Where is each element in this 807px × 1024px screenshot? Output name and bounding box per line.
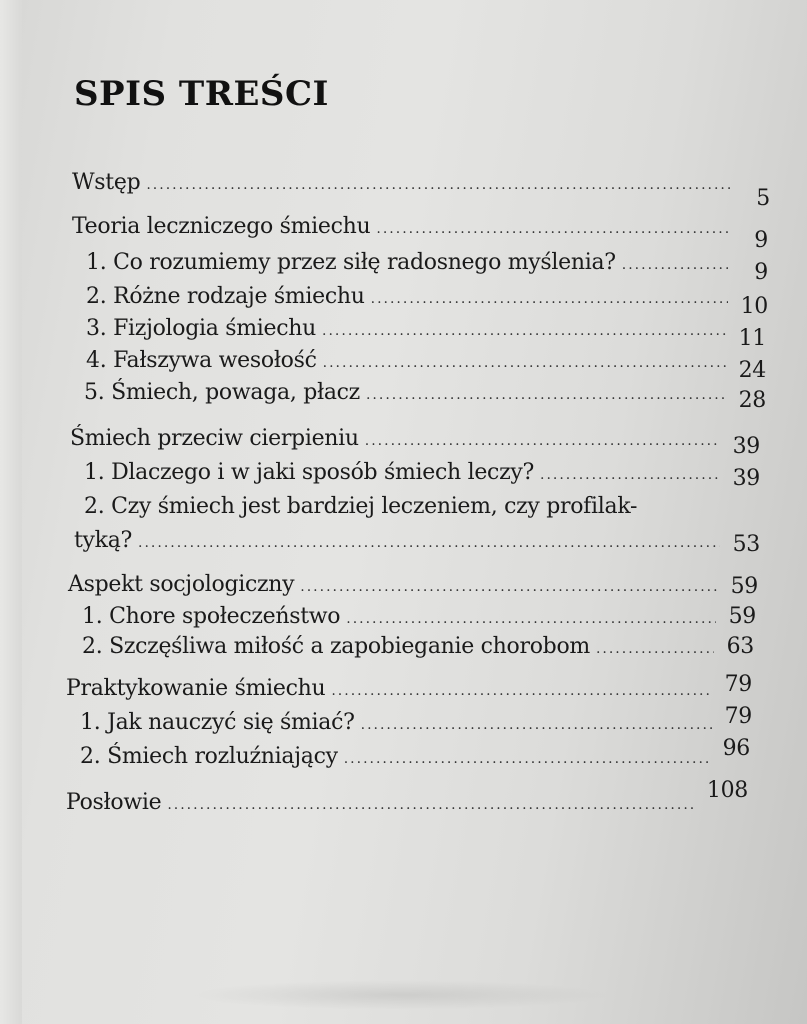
- toc-entry-page: 79: [724, 672, 752, 697]
- toc-dot-leader: [323, 355, 726, 371]
- toc-entry-page: 53: [732, 532, 760, 557]
- toc-entry-label: Aspekt socjologiczny: [68, 572, 295, 597]
- toc-subentry: [86, 316, 766, 351]
- toc-dot-leader: [376, 221, 728, 237]
- toc-dot-leader: [344, 751, 710, 767]
- toc-entry-wstep: [72, 170, 770, 211]
- toc-dot-leader: [346, 611, 716, 627]
- toc-dot-leader: [622, 257, 728, 273]
- toc-entry-label: 1. Chore społeczeństwo: [82, 604, 341, 629]
- toc-entry-label: 2. Różne rodzaje śmiechu: [86, 284, 365, 309]
- toc-entry-label: Teoria leczniczego śmiechu: [72, 214, 371, 239]
- toc-entry-page: 39: [732, 434, 760, 459]
- toc-subentry: [84, 380, 766, 413]
- show-through-smudge: [190, 980, 610, 1010]
- toc-subentry: [82, 604, 756, 629]
- toc-subentry: [80, 704, 752, 735]
- toc-entry-label: 2. Czy śmiech jest bardziej leczeniem, czy profilak-: [84, 494, 638, 519]
- toc-entry-page: 28: [738, 388, 766, 413]
- toc-dot-leader: [331, 683, 712, 699]
- toc-chapter-teoria: [72, 214, 768, 253]
- toc-subentry: [86, 348, 766, 383]
- toc-subentry: [86, 250, 768, 285]
- toc-entry-page: 59: [728, 604, 756, 629]
- toc-entry-label: 1. Co rozumiemy przez siłę radosnego myślenia?: [86, 250, 616, 275]
- toc-chapter-praktyka: [66, 672, 752, 701]
- toc-dot-leader: [365, 433, 720, 449]
- toc-subentry: [84, 460, 760, 491]
- toc-dot-leader: [322, 323, 726, 339]
- toc-subentry: [80, 736, 750, 769]
- toc-entry-page: 39: [732, 466, 760, 491]
- toc-dot-leader: [366, 387, 726, 403]
- toc-entry-label: Śmiech przeciw cierpieniu: [70, 426, 359, 451]
- toc-entry-label: 3. Fizjologia śmiechu: [86, 316, 317, 341]
- toc-entry-page: 79: [724, 704, 752, 729]
- toc-entry-page: 9: [754, 228, 768, 253]
- toc-entry-label: 4. Fałszywa wesołość: [86, 348, 317, 373]
- toc-dot-leader: [540, 467, 720, 483]
- toc-subentry: [82, 634, 754, 659]
- toc-chapter-smiech: [70, 426, 760, 459]
- toc-dot-leader: [596, 641, 714, 657]
- toc-entry-page: 11: [738, 326, 766, 351]
- toc-entry-label: Posłowie: [66, 790, 162, 815]
- toc-entry-page: 63: [726, 634, 754, 659]
- toc-dot-leader: [361, 717, 712, 733]
- toc-entry-poslowie: [66, 778, 748, 815]
- toc-entry-page: 108: [706, 778, 748, 803]
- toc-entry-page: 10: [740, 294, 768, 319]
- toc-entry-page: 24: [738, 358, 766, 383]
- toc-dot-leader: [167, 797, 696, 813]
- toc-entry-page: 59: [730, 574, 758, 599]
- toc-entry-page: 96: [722, 736, 750, 761]
- toc-entry-label: tyką?: [74, 528, 133, 553]
- toc-entry-page: 9: [754, 260, 768, 285]
- toc-dot-leader: [146, 177, 730, 193]
- toc-entry-label: Wstęp: [72, 170, 141, 195]
- toc-subentry-continuation: [74, 528, 760, 557]
- toc-dot-leader: [371, 291, 728, 307]
- toc-entry-label: Praktykowanie śmiechu: [66, 676, 326, 701]
- toc-entry-page: 5: [756, 186, 770, 211]
- toc-entry-label: 5. Śmiech, powaga, płacz: [84, 380, 360, 405]
- toc-entry-label: 1. Dlaczego i w jaki sposób śmiech leczy?: [84, 460, 534, 485]
- toc-subentry: [84, 494, 764, 519]
- toc-entry-label: 1. Jak nauczyć się śmiać?: [80, 710, 355, 735]
- toc-entry-label: 2. Śmiech rozluźniający: [80, 744, 338, 769]
- toc-dot-leader: [138, 535, 720, 551]
- page-left-edge: [0, 0, 22, 1024]
- toc-chapter-aspekt: [68, 572, 758, 597]
- toc-dot-leader: [300, 579, 718, 595]
- toc-subentry: [86, 284, 768, 319]
- toc-title: SPIS TREŚCI: [74, 74, 329, 114]
- toc-entry-label: 2. Szczęśliwa miłość a zapobieganie chorobom: [82, 634, 590, 659]
